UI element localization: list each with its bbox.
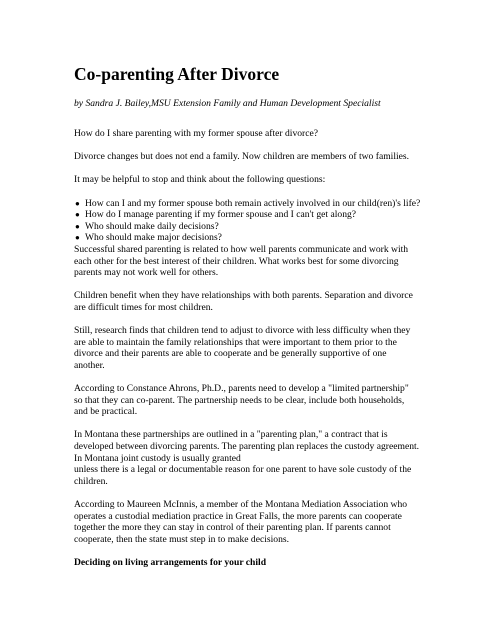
text-line: Still, research finds that children tend to adjust to divorce with less difficulty when they	[74, 325, 411, 337]
intro-question: How do I share parenting with my former spouse after divorce?	[74, 128, 319, 139]
paragraph-research	[74, 325, 465, 371]
text-line: In Montana joint custody is usually granted	[74, 452, 241, 464]
text-line: According to Constance Ahrons, Ph.D., parents need to develop a "limited partnership"	[74, 383, 409, 395]
text-line: Children benefit when they have relationships with both parents. Separation and divorce	[74, 290, 413, 302]
bullet-dot-icon: ●	[75, 198, 80, 208]
bullet-dot-icon: ●	[75, 221, 80, 231]
text-line: According to Maureen McInnis, a member of the Montana Mediation Association who	[74, 499, 408, 510]
text-line: children.	[74, 475, 108, 487]
text-line: and be practical.	[74, 406, 138, 418]
text-line: In Montana these partnerships are outlined in a "parenting plan," a contract that is	[74, 429, 388, 441]
text-line: together the more they can stay in control of their parenting plan. If parents cannot	[74, 522, 391, 534]
text-line: each other for the best interest of their children. What works best for some divorcing	[74, 255, 399, 267]
bullet-dot-icon: ●	[75, 233, 80, 243]
document-title: Co-parenting After Divorce	[74, 64, 280, 84]
text-line: are able to maintain the family relationships that were important to them prior to the	[74, 336, 397, 348]
section-heading: Deciding on living arrangements for your child	[74, 556, 267, 568]
text-line: divorce and their parents are able to cooperate and be generally supportive of one	[74, 348, 387, 360]
text-line: another.	[74, 359, 105, 371]
paragraph-montana-plan	[74, 429, 465, 487]
question-text: How do I manage parenting if my former spouse and I can't get along?	[85, 209, 357, 221]
questions-list	[74, 198, 465, 244]
bullet-dot-icon: ●	[75, 210, 80, 220]
author-byline: by Sandra J. Bailey,MSU Extension Family and Human Development Specialist	[74, 98, 381, 109]
question-text: Who should make major decisions?	[85, 232, 222, 244]
questions-lead: It may be helpful to stop and think about the following questions:	[74, 174, 326, 186]
question-text: Who should make daily decisions?	[85, 220, 219, 232]
paragraph-children-benefit	[74, 290, 465, 313]
paragraph-ahrons	[74, 383, 465, 418]
text-line: cooperate, then the state must step in to make decisions.	[74, 533, 290, 545]
intro-statement: Divorce changes but does not end a family. Now children are members of two families.	[74, 151, 410, 163]
list-item	[74, 221, 465, 233]
text-line: unless there is a legal or documentable reason for one parent to have sole custody of the	[74, 464, 412, 476]
question-text: How can I and my former spouse both remain actively involved in our child(ren)'s life?	[85, 197, 421, 209]
text-line: so that they can co-parent. The partnership needs to be clear, include both households,	[74, 394, 405, 406]
text-line: are difficult times for most children.	[74, 301, 213, 313]
paragraph-mcinnis	[74, 499, 465, 545]
list-item	[74, 232, 465, 244]
text-line: parents may not work well for others.	[74, 267, 219, 279]
paragraph-shared-parenting	[74, 244, 465, 279]
list-item	[74, 198, 465, 210]
text-line: developed between divorcing parents. The parenting plan replaces the custody agreement.	[74, 441, 420, 453]
text-line: operates a custodial mediation practice in Great Falls, the more parents can cooperate	[74, 510, 402, 522]
text-line: Successful shared parenting is related to how well parents communicate and work with	[74, 243, 409, 255]
list-item	[74, 209, 465, 221]
